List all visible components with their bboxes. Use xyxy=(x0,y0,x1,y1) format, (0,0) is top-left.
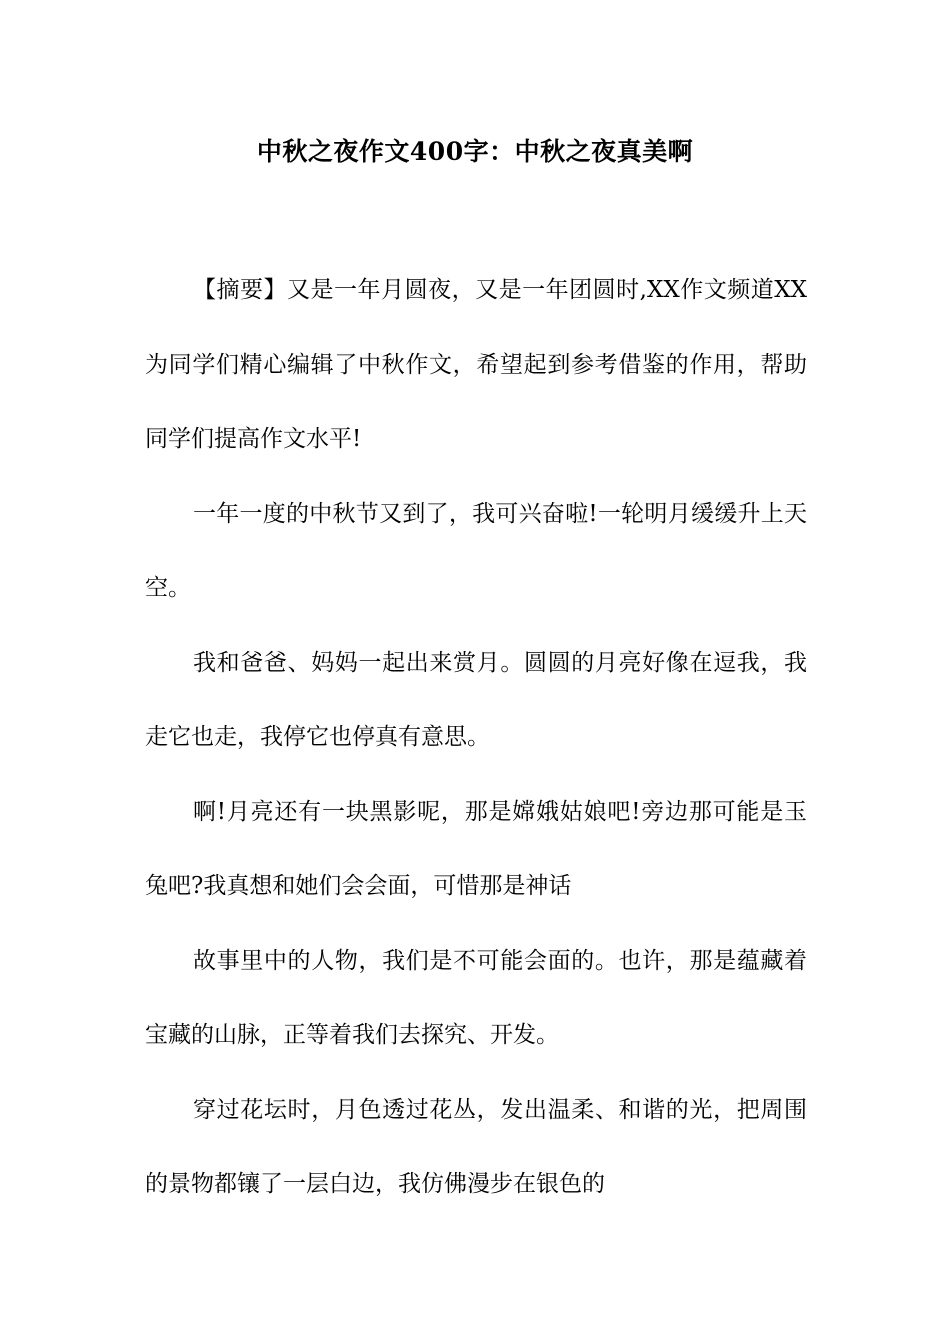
page-title: 中秋之夜作文400字：中秋之夜真美啊 xyxy=(256,137,694,166)
paragraph: 啊!月亮还有一块黑影呢，那是嫦娥姑娘吧!旁边那可能是玉兔吧?我真想和她们会会面，可惜那是神话 xyxy=(145,798,807,899)
paragraph: 穿过花坛时，月色透过花丛，发出温柔、和谐的光，把周围的景物都镶了一层白边，我仿佛漫步在银色的 xyxy=(145,1096,807,1197)
paragraph: 我和爸爸、妈妈一起出来赏月。圆圆的月亮好像在逗我，我走它也走，我停它也停真有意思。 xyxy=(145,649,807,750)
paragraph: 故事里中的人物，我们是不可能会面的。也许，那是蕴藏着宝藏的山脉，正等着我们去探究、开发。 xyxy=(145,947,807,1048)
paragraph: 一年一度的中秋节又到了，我可兴奋啦!一轮明月缓缓升上天空。 xyxy=(145,500,807,601)
paragraph-abstract: 【摘要】又是一年月圆夜，又是一年团圆时,XX作文频道XX为同学们精心编辑了中秋作文，希望起到参考借鉴的作用，帮助同学们提高作文水平! xyxy=(145,277,807,452)
document-body xyxy=(145,253,807,1222)
